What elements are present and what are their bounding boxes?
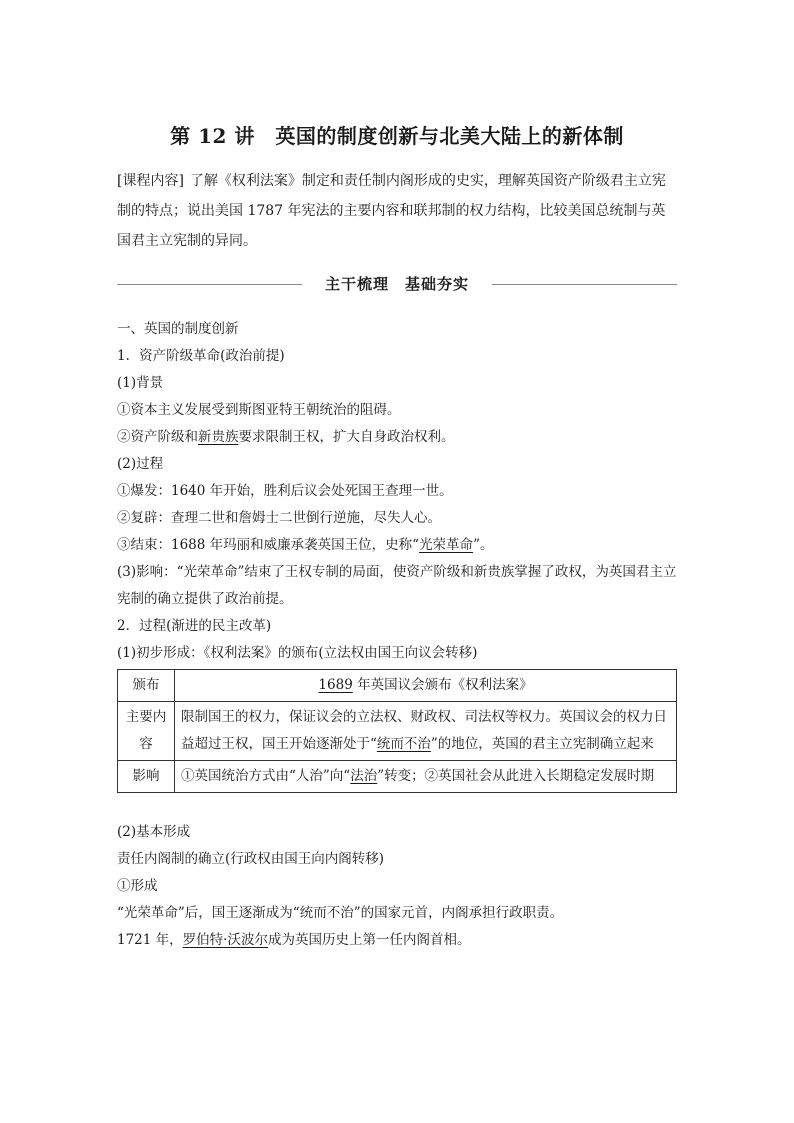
spacer xyxy=(117,797,677,819)
table-cell xyxy=(175,702,677,761)
underlined-answer: 法治 xyxy=(350,768,378,784)
underlined-answer: 统而不治 xyxy=(376,736,431,752)
text-span: ③结束：1688 年玛丽和威廉承袭英国王位，史称“ xyxy=(117,537,420,553)
impact-paragraph: (3)影响：“光荣革命”结束了王权专制的局面，使资产阶级和新贵族掌握了政权，为英国君主立宪制的确立提供了政治前提。 xyxy=(117,564,677,607)
background-item-1: ①资本主义发展受到斯图亚特王朝统治的阻碍。 xyxy=(117,402,401,418)
section-divider xyxy=(117,270,677,300)
table-header-cell: 主要内容 xyxy=(118,702,175,761)
table-cell xyxy=(175,761,677,793)
basic-formation-title: (2)基本形成 xyxy=(117,824,191,840)
table-header-cell: 影响 xyxy=(118,761,175,793)
table-cell xyxy=(175,670,677,702)
process-title: (2)过程 xyxy=(117,456,164,472)
course-content-tag: [课程内容] xyxy=(117,173,184,189)
process-item-1: ①爆发：1640 年开始，胜利后议会处死国王查理一世。 xyxy=(117,483,453,499)
text-span: ①英国统治方式由“人治”向“ xyxy=(181,768,351,784)
text-span: ”。 xyxy=(473,537,494,553)
underlined-answer: 新贵族 xyxy=(198,429,239,445)
underlined-answer: 1689 xyxy=(318,677,353,693)
text-span: 1721 年， xyxy=(117,932,183,948)
process-item-2: ②复辟：查理二世和詹姆士二世倒行逆施，尽失人心。 xyxy=(117,510,441,526)
text-span: 要求限制王权，扩大自身政治权利。 xyxy=(238,429,455,445)
formation-item-2 xyxy=(117,927,677,954)
heading-revolution: 1．资产阶级革命(政治前提) xyxy=(117,348,285,364)
cabinet-system-title: 责任内阁制的确立(行政权由国王向内阁转移) xyxy=(117,851,385,867)
heading-reform: 2．过程(渐进的民主改革) xyxy=(117,618,272,634)
background-title: (1)背景 xyxy=(117,375,164,391)
underlined-answer: 罗伯特·沃波尔 xyxy=(182,932,268,948)
table-row xyxy=(118,761,677,793)
divider-line-right xyxy=(492,284,677,285)
section-heading: 主干梳理 基础夯实 xyxy=(324,275,469,293)
course-content-text: 了解《权利法案》制定和责任制内阁形成的史实，理解英国资产阶级君主立宪制的特点；说出美国 1787 年宪法的主要内容和联邦制的权力结构，比较美国总统制与英国君主立宪制的异同。 xyxy=(117,173,666,249)
bill-of-rights-table xyxy=(117,669,677,793)
heading-1: 一、英国的制度创新 xyxy=(117,321,239,337)
text-span: 成为英国历史上第一任内阁首相。 xyxy=(267,932,471,948)
main-body xyxy=(117,316,677,954)
text-span: ”转变；②英国社会从此进入长期稳定发展时期 xyxy=(377,768,655,784)
background-item-2 xyxy=(117,424,677,451)
text-span: ”的地位，英国的君主立宪制确立起来 xyxy=(430,736,654,752)
lesson-title: 第 12 讲 英国的制度创新与北美大陆上的新体制 xyxy=(170,124,624,148)
text-span: ②资产阶级和 xyxy=(117,429,198,445)
table-row xyxy=(118,670,677,702)
table-header-cell: 颁布 xyxy=(118,670,175,702)
text-span: 年英国议会颁布《权利法案》 xyxy=(352,677,533,693)
formation-title: ①形成 xyxy=(117,878,158,894)
course-content-intro xyxy=(117,166,677,256)
initial-formation-title: (1)初步形成：《权利法案》的颁布(立法权由国王向议会转移) xyxy=(117,645,478,661)
underlined-answer: 光荣革命 xyxy=(419,537,474,553)
text-span: 限制国王的权力，保证议会的立法权、财政权、司法权等权力。英国议会的权力日益超过王权，国王开始逐渐处于“ xyxy=(181,709,667,752)
formation-item-1: “光荣革命”后，国王逐渐成为“统而不治”的国家元首，内阁承担行政职责。 xyxy=(117,905,564,921)
process-item-3 xyxy=(117,532,677,559)
table-row xyxy=(118,702,677,761)
